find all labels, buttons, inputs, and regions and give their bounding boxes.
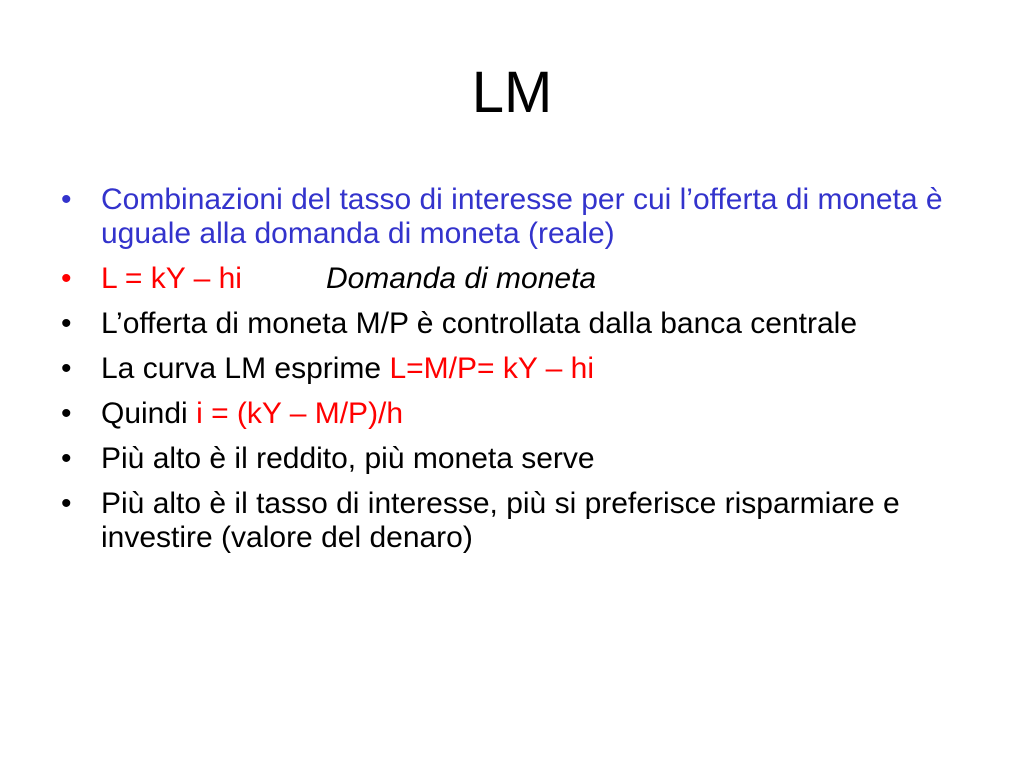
formula-text: L = kY – hi	[101, 262, 242, 295]
bullet-marker: •	[61, 442, 72, 475]
bullet-marker: •	[61, 397, 72, 430]
bullet-item	[56, 183, 976, 251]
bullet-marker: •	[61, 487, 72, 520]
bullet-item	[56, 352, 976, 386]
bullet-list	[56, 183, 976, 566]
bullet-item	[56, 307, 976, 341]
bullet-item	[56, 442, 976, 476]
bullet-text: La curva LM esprime	[101, 352, 390, 385]
slide-title: LM	[471, 60, 553, 125]
formula-text: L=M/P= kY – hi	[389, 352, 595, 385]
bullet-marker: •	[61, 183, 72, 216]
formula-label: Domanda di moneta	[325, 262, 597, 295]
bullet-text: Più alto è il reddito, più moneta serve	[101, 442, 595, 475]
bullet-text: Più alto è il tasso di interesse, più si preferisce risparmiare e investire (valore del denaro)	[101, 487, 900, 554]
bullet-marker: •	[61, 262, 72, 295]
bullet-marker: •	[61, 307, 72, 340]
bullet-text: L’offerta di moneta M/P è controllata dalla banca centrale	[101, 307, 858, 340]
bullet-item	[56, 487, 976, 555]
bullet-marker: •	[61, 352, 72, 385]
bullet-item	[56, 397, 976, 431]
formula-text: i = (kY – M/P)/h	[196, 397, 404, 430]
bullet-text: Quindi	[101, 397, 197, 430]
bullet-item	[56, 262, 976, 296]
bullet-text: Combinazioni del tasso di interesse per cui l’offerta di moneta è uguale alla domanda di moneta (reale)	[101, 183, 943, 250]
